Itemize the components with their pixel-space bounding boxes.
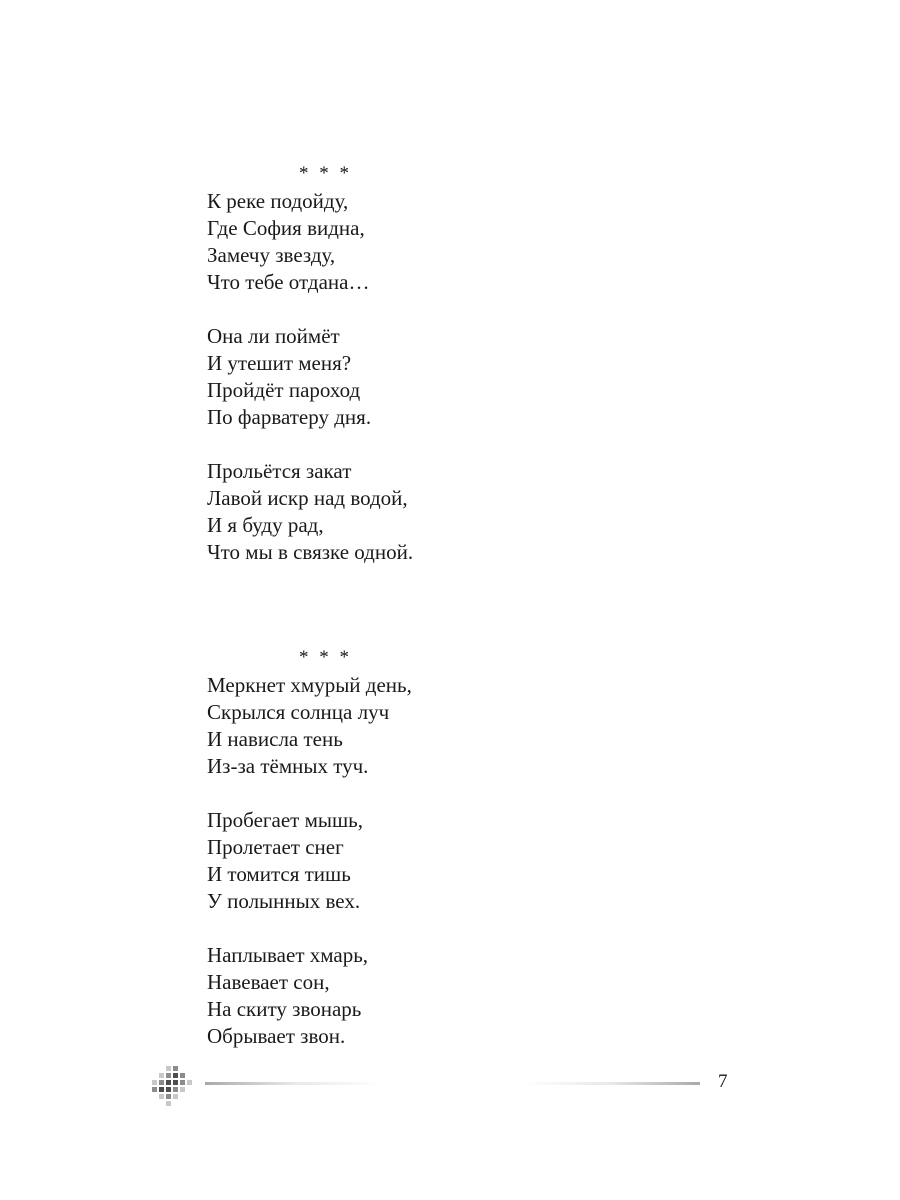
poem-line: Меркнет хмурый день,	[207, 673, 412, 697]
stanza	[207, 672, 727, 780]
poem-line: Что мы в связке одной.	[207, 540, 414, 564]
poem-line: Где София видна,	[207, 216, 365, 240]
poem-line: И я буду рад,	[207, 513, 324, 537]
stanza	[207, 323, 727, 431]
poem-separator: * * *	[299, 163, 349, 184]
page-footer	[0, 1060, 900, 1110]
footer-rule-left	[205, 1082, 383, 1085]
poem-line: И томится тишь	[207, 862, 351, 886]
poem-line: Прольётся закат	[207, 459, 352, 483]
poem-line: На скиту звонарь	[207, 997, 362, 1021]
poem-line: Замечу звезду,	[207, 243, 336, 267]
poem-line: Что тебе отдана…	[207, 270, 370, 294]
stanza	[207, 807, 727, 915]
stanza	[207, 458, 727, 566]
poem-line: По фарватеру дня.	[207, 405, 372, 429]
page-number: 7	[718, 1071, 728, 1092]
poem-line: И утешит меня?	[207, 351, 352, 375]
poem-1	[207, 160, 727, 566]
poem-line: Скрылся солнца луч	[207, 700, 390, 724]
poem-line: Пролетает снег	[207, 835, 344, 859]
poem-line: У полынных вех.	[207, 889, 361, 913]
pixel-cross-ornament-icon	[150, 1064, 194, 1108]
poem-2	[207, 644, 727, 1050]
poem-line: Пройдёт пароход	[207, 378, 361, 402]
stanza	[207, 942, 727, 1050]
poem-line: К реке подойду,	[207, 189, 349, 213]
poem-line: Наплывает хмарь,	[207, 943, 369, 967]
poem-line: Из-за тёмных туч.	[207, 754, 369, 778]
poem-separator: * * *	[299, 647, 349, 668]
poem-line: Она ли поймёт	[207, 324, 340, 348]
poem-line: Обрывает звон.	[207, 1024, 346, 1048]
poem-line: Навевает сон,	[207, 970, 330, 994]
poem-line: Пробегает мышь,	[207, 808, 363, 832]
footer-rule-right	[522, 1082, 700, 1085]
poem-line: И нависла тень	[207, 727, 343, 751]
stanza	[207, 188, 727, 296]
poem-line: Лавой искр над водой,	[207, 486, 408, 510]
